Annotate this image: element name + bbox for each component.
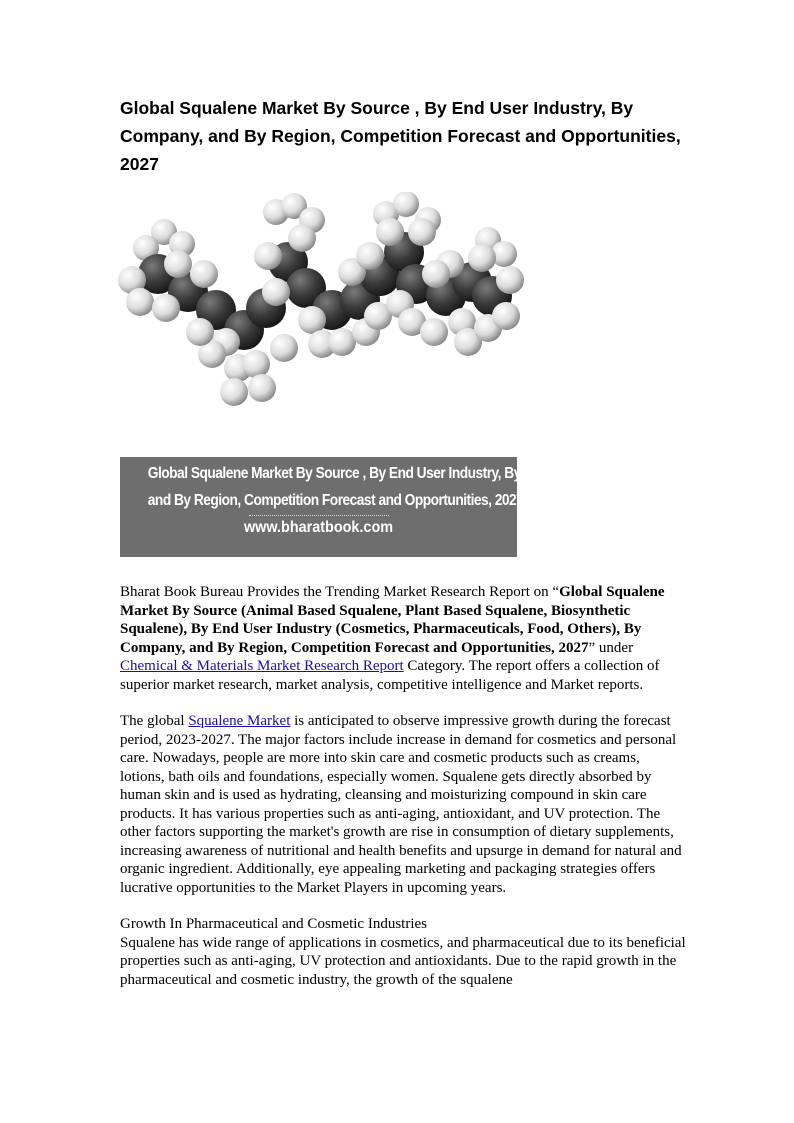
- hydrogen-atom: [152, 294, 180, 322]
- hydrogen-atom: [254, 242, 282, 270]
- hydrogen-atom: [328, 328, 356, 356]
- market-paragraph: [120, 712, 688, 897]
- hydrogen-atom: [393, 192, 419, 217]
- hydrogen-atom: [492, 302, 520, 330]
- hydrogen-atom: [242, 350, 270, 378]
- squalene-molecule-image: [116, 192, 524, 420]
- report-title: Global Squalene Market By Source , By End User Industry, By Company, and By Region, Competition Forecast and Opportunities, 2027: [120, 98, 681, 174]
- hydrogen-atom: [262, 278, 290, 306]
- hydrogen-atom: [376, 218, 404, 246]
- banner-title-line-1: Global Squalene Market By Source , By End User Industry, By Company,: [147, 465, 586, 482]
- banner-title-line-2: and By Region, Competition Forecast and Opportunities, 2027: [147, 492, 524, 509]
- hydrogen-atom: [164, 250, 192, 278]
- category-link[interactable]: Chemical & Materials Market Research Report: [120, 658, 404, 674]
- hydrogen-atom: [190, 260, 218, 288]
- banner-website: www.bharatbook.com: [243, 519, 394, 536]
- squalene-market-link[interactable]: Squalene Market: [188, 713, 291, 729]
- hydrogen-atom: [186, 318, 214, 346]
- hydrogen-atom: [220, 378, 248, 406]
- intro-under: ” under: [588, 639, 634, 656]
- market-rest: is anticipated to observe impressive growth during the forecast period, 2023-2027. The major factors include increase in demand for cosmetics and personal care. Nowadays, people are more into skin care and cosmetic products such as creams, lotions, bath oils and foundations, especially women. Squalene gets directly absorbed by human skin and is used as hydrating, cleansing and moisturizing compound in skin care products. It has various properties such as anti-aging, antioxidant, and UV protection. The other factors supporting the market's growth are rise in consumption of dietary supplements, increasing awareness of nutritional and health benefits and upsurge in demand for natural and organic ingredient. Additionally, eye appealing marketing and packaging strategies offers lucrative opportunities to the Market Players in upcoming years.: [120, 713, 682, 896]
- intro-rest: Category. The report offers a collection of superior market research, market analysis, competitive intelligence and Market reports.: [120, 658, 660, 693]
- hydrogen-atom: [420, 318, 448, 346]
- section-heading: Growth In Pharmaceutical and Cosmetic Industries: [120, 916, 428, 932]
- section-paragraph: Squalene has wide range of applications in cosmetics, and pharmaceutical due to its beneficial properties such as anti-aging, UV protection and antioxidants. Due to the rapid growth in the pharmaceutical and cosmetic industry, the growth of the squalene: [120, 934, 686, 988]
- hydrogen-atom: [422, 260, 450, 288]
- hydrogen-atom: [496, 266, 524, 294]
- report-name: Global Squalene Market By Source (Animal Based Squalene, Plant Based Squalene, Biosynthetic Squalene), By End User Industry (Cosmetics, Pharmaceuticals, Food, Others), By Company, and By Region, Competition Forecast and Opportunities, 2027: [120, 584, 665, 656]
- hydrogen-atom: [468, 244, 496, 272]
- article-body: [120, 583, 688, 989]
- hydrogen-atom: [356, 242, 384, 270]
- hydrogen-atom: [270, 334, 298, 362]
- hydrogen-atom: [248, 374, 276, 402]
- hydrogen-atom: [298, 306, 326, 334]
- intro-paragraph: [120, 583, 688, 694]
- hydrogen-atom: [288, 224, 316, 252]
- report-banner: [120, 457, 586, 557]
- intro-lead: Bharat Book Bureau Provides the Trending Market Research Report on “: [120, 584, 560, 600]
- hydrogen-atom: [408, 218, 436, 246]
- hydrogen-atom: [126, 288, 154, 316]
- market-lead: The global: [120, 713, 189, 729]
